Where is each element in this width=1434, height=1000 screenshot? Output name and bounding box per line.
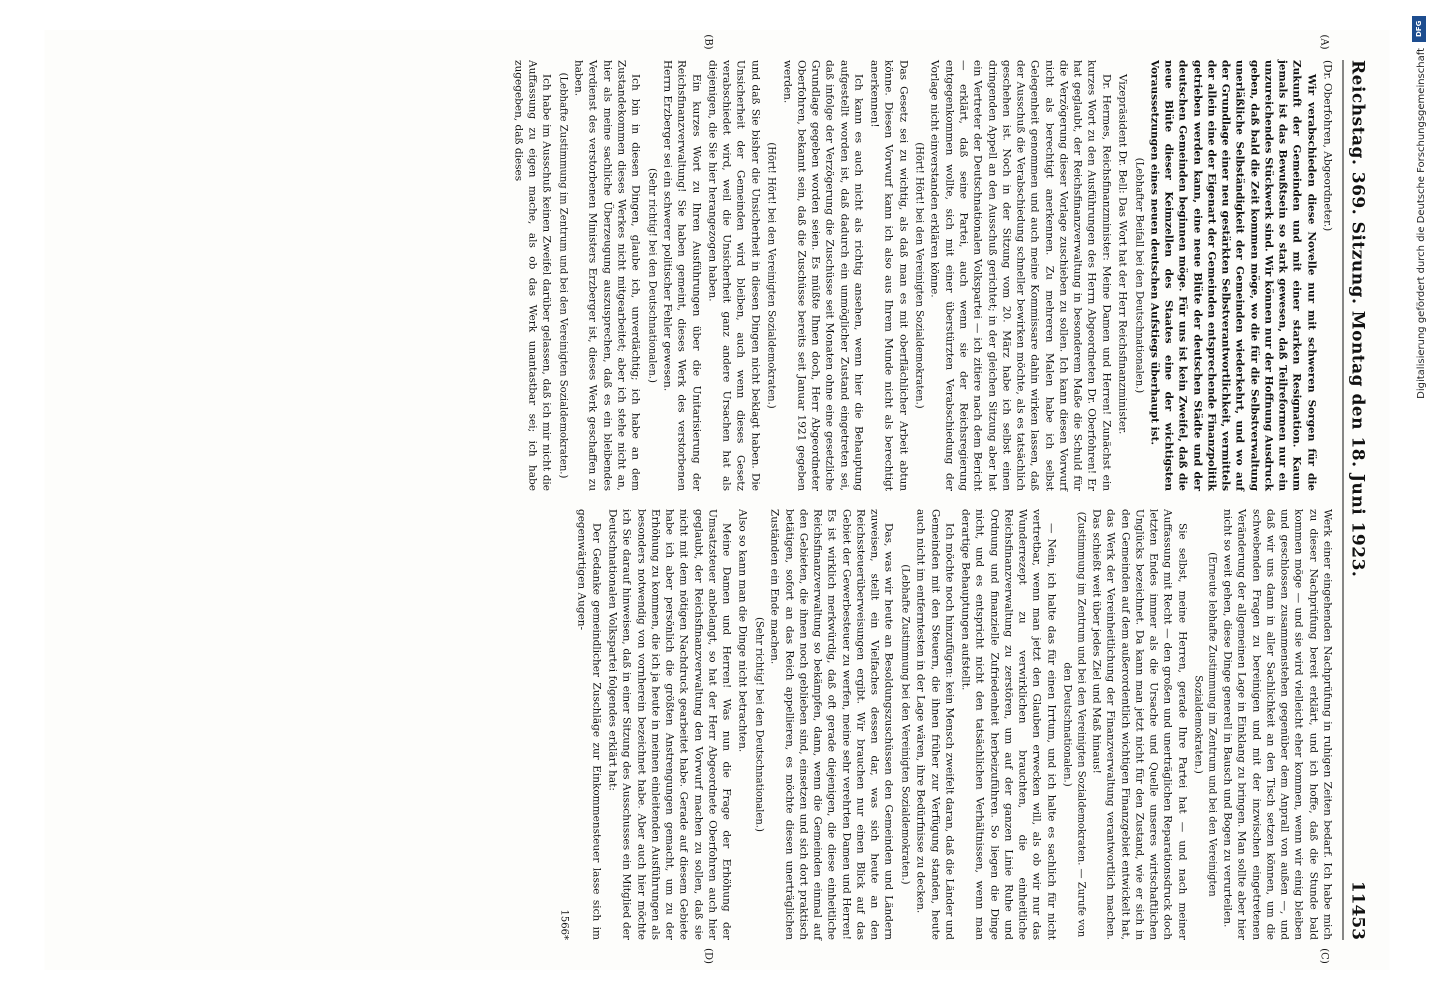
page-header xyxy=(1343,60,1368,940)
paragraph: Also so kann man die Dinge nicht betrachten. xyxy=(736,509,749,753)
interjection: (Hört! Hört! bei den Vereinigten Sozialdemokraten.) xyxy=(913,142,925,409)
margin-marker-b: (B) xyxy=(702,34,714,50)
paragraph: Werk einer eingehenden Nachprüfung in ruhigen Zeiten bedarf. Ich habe mich zu dieser Nachprüfung bereit erklärt, und ich hoffe, daß die Stunde bald kommen möge — und sie wird vielleicht eher kommen, wenn wir einig bleiben und geschlossen zusammenstehen gegenüber dem Anprall von außen —, und daß wir uns dann in aller Sachlichkeit an den Tisch setzen können, um die schwebenden Fragen zu bereinigen und mit der inzwischen eingetretenen Veränderung der allgemeinen Lage in Einklang zu bringen. Man sollte aber hier nicht so weit gehen, diese Dinge generell in Bausch und Bogen zu verurteilen. xyxy=(1221,509,1334,940)
margin-marker-c: (C) xyxy=(1318,948,1330,964)
interjection: (Sehr richtig! bei den Deutschnationalen.) xyxy=(646,168,658,383)
interjection: (Hört! Hört! bei den Vereinigten Sozialdemokraten.) xyxy=(765,142,777,409)
margin-marker-a: (A) xyxy=(1318,34,1330,50)
paragraph: Ich kann es auch nicht als richtig ansehen, wenn hier die Behauptung aufgestellt worden ist, daß dadurch ein unmöglicher Zustand eingetreten sei, daß infolge der Verzögerung die Zuschüsse seit Monaten ohne eine gesetzliche Grundlage gegeben worden seien. Es müßte Ihnen doch, Herr Abgeordneter Oberfohren, bekannt sein, daß die Zuschüsse bereits seit Januar 1921 gegeben werden. xyxy=(781,60,865,491)
interjection: (Lebhafte Zustimmung bei den Vereinigten Sozialdemokraten.) xyxy=(899,564,911,885)
interjection: (Erneute lebhafte Zustimmung im Zentrum und bei den Vereinigten Sozialdemokraten.) xyxy=(1192,552,1218,897)
paragraph: Meine Damen und Herren! Was nun die Frage der Erhöhung der Umsatzsteuer anbelangt, so hat der Herr Abgeordnete Oberfohren auch hier geglaubt, der Reichsfinanzverwaltung den Vorwurf machen zu sollen, daß sie nicht mit dem nötigen Nachdruck gearbeitet habe. Gerade auf diesem Gebiete habe ich aber persönlich die größten Anstrengungen gemacht, um zu der Erhöhung zu kommen, die ich ja heute in meinen einleitenden Ausführungen als besonders notwendig von vornherein bezeichnet habe. Aber auch hier möchte ich Sie darauf hinweisen, daß in einer Sitzung des Ausschusses ein Mitglied der Deutschnationalen Volkspartei folgendes erklärt hat: xyxy=(606,509,733,940)
paragraph: — Nein, ich halte das für einen Irrtum, und ich halte es sachlich für nicht vertretbar, wenn man jetzt den Glauben erwecken will, als ob wir nur das Wunderrezept zu verwirklichen brauchten, die einheitliche Reichsfinanzverwaltung zu zerstören, um auf der ganzen Linie Ruhe und Ordnung und finanzielle Zufriedenheit herbeizuführen. So liegen die Dinge nicht, und es entspricht nicht den tatsächlichen Verhältnissen, wenn man derartige Behauptungen aufstellt. xyxy=(959,509,1058,940)
margin-marker-d: (D) xyxy=(702,948,714,964)
digitization-stamp xyxy=(1409,8,1431,988)
document-page xyxy=(45,30,1390,970)
paragraph: Ein kurzes Wort zu Ihren Ausführungen über die Unitarisierung der Reichsfinanzverwaltung! Sie haben gemeint, dieses Werk des verstorbenen Herrn Erzberger sei ein schwerer politischer Fehler gewesen. xyxy=(661,60,703,491)
header-page-number: 11453 xyxy=(1347,880,1368,940)
paragraph: und daß Sie bisher die Unsicherheit in diesen Dingen nicht beklagt haben. Die Unsicherheit der Gemeinden wird bleiben, auch wenn dieses Gesetz verabschiedet wird, weil die Unsicherheit ganz andere Ursachen hat als diejenigen, die Sie hier herangezogen haben. xyxy=(706,60,762,491)
paragraph: Dr. Hermes, Reichsfinanzminister: Meine Damen und Herren! Zunächst ein kurzes Wort zu den Ausführungen des Herrn Abgeordneten Dr. Oberfohren! Er hat geglaubt, der Reichsfinanzverwaltung in besonderem Maße die Schuld für die Verzögerung dieser Vorlage zuschieben zu sollen. Ich kann diesen Vorwurf nicht als berechtigt anerkennen. Zu mehreren Malen habe ich selbst Gelegenheit genommen und auch meine Kommissare dahin wirken lassen, daß der Ausschuß die Verabschiedung schneller bewirken möchte, als es tatsächlich geschehen ist. Noch in der Sitzung vom 20. März habe ich selbst einen dringenden Appell an den Ausschuß gerichtet; in der gleichen Sitzung aber hat ein Vertreter der Deutschnationalen Volkspartei — ich zitiere nach dem Bericht — erklärt, daß seine Partei, auch wenn sie der Reichsregierung entgegenkommen wollte, sich mit einer überstürzten Verabschiedung der Vorlage nicht einverstanden erklären könne. xyxy=(929,60,1113,491)
header-title: Reichstag. 369. Sitzung. Montag den 18. Juni 1923. xyxy=(1347,60,1368,578)
digitization-note: Digitalisierung gefördert durch die Deutsche Forschungsgemeinschaft xyxy=(1416,48,1427,399)
interjection: (Lebhafte Zustimmung im Zentrum und bei den Vereinigten Sozialdemokraten.) xyxy=(557,72,569,479)
paragraph: Wir verabschieden diese Novelle nur mit schweren Sorgen für die Zukunft der Gemeinden und mit einer starken Resignation. Kaum jemals ist das Bewußtsein so stark gewesen, daß Teilreformen nur ein unzureichendes Stückwerk sind. Wir können nur der Hoffnung Ausdruck geben, daß bald die Zeit kommen möge, wo die für die Selbstverwaltung unerläßliche Selbständigkeit der Gemeinden wiederkehrt, und wo auf der Grundlage einer neu gestärkten Selbstverantwortlichkeit, vermittels der allein eine der Eigenart der Gemeinden entsprechende Finanzpolitik getrieben werden kann, eine neue Blüte der deutschen Städte und der deutschen Gemeinden beginnen möge. Für uns ist kein Zweifel, daß die neue Blüte dieser Keimzellen des Staates eine der wichtigsten Voraussetzungen eines neuen deutschen Aufstiegs überhaupt ist. xyxy=(1148,60,1318,491)
speaker-note: (Dr. Oberfohren, Abgeordneter.) xyxy=(1321,60,1334,232)
paragraph: Sie selbst, meine Herren, gerade Ihre Partei hat — und nach meiner Auffassung mit Recht — den großen und unerträglichen Reparationsdruck doch letzten Endes immer als die Ursache und Quelle unseres wirtschaftlichen Unglücks bezeichnet. Da kann man jetzt nicht für den Zustand, wie er sich in den Gemeinden auf dem außerordentlich wichtigen Finanzgebiet entwickelt hat, das Werk der Vereinheitlichung der Finanzverwaltung verantwortlich machen. Das schießt weit über jedes Ziel und Maß hinaus! xyxy=(1090,509,1189,940)
interjection: (Zustimmung im Zentrum und bei den Vereinigten Sozialdemokraten. — Zurufe von den Deutschnationalen.) xyxy=(1061,511,1087,938)
quoted-paragraph: Der Gedanke gemeindlicher Zuschläge zur Einkommensteuer lasse sich im gegenwärtigen Augen- xyxy=(575,509,603,940)
dfg-logo-icon: DFG xyxy=(1412,16,1426,42)
paragraph: Ich bin in diesen Dingen, glaube ich, unverdächtig; ich habe an dem Zustandekommen dieses Werkes nicht mitgearbeitet; aber ich stehe nicht an, hier als meine sachliche Überzeugung auszusprechen, daß es ein bleibendes Verdienst des verstorbenen Ministers Erzberger ist, dieses Werk geschaffen zu haben. xyxy=(572,60,642,491)
right-column xyxy=(75,509,1335,964)
text-columns xyxy=(75,34,1335,964)
paragraph: Ich möchte noch hinzufügen: kein Mensch zweifelt daran, daß die Länder und Gemeinden mit den Steuern, die ihnen früher zur Verfügung standen, heute auch nicht im entferntesten in der Lage wären, ihre Bedürfnisse zu decken. xyxy=(914,509,956,940)
paragraph: Ich habe im Ausschuß keinen Zweifel darüber gelassen, daß ich mir nicht die Auffassung zu eigen mache, als ob das Werk unantastbar sei; ich habe zugegeben, daß dieses xyxy=(512,60,553,491)
paragraph: Das, was wir heute an Besoldungszuschüssen den Gemeinden und Ländern zuweisen, stellt ein Vielfaches dessen dar, was sich heute an den Reichssteuerüberweisungen ergibt. Wir brauchen nur einen Blick auf das Gebiet der Gewerbesteuer zu werfen, meine sehr verehrten Damen und Herren! Es ist wirklich merkwürdig, daß oft gerade diejenigen, die diese einheitliche Reichsfinanzverwaltung so bekämpfen, dann, wenn die Gemeinden einmal auf den Gebieten, die ihnen noch geblieben sind, einsetzen und sich dort praktisch betätigen, sofort an das Reich appellieren, es möchte diesen unerträglichen Zuständen ein Ende machen. xyxy=(768,509,895,940)
interjection: (Sehr richtig! bei den Deutschnationalen.) xyxy=(753,617,765,832)
left-column xyxy=(75,34,1335,491)
paragraph: Vizepräsident Dr. Bell: Das Wort hat der Herr Reichsfinanzminister. xyxy=(1116,74,1129,435)
paragraph: Das Gesetz sei zu wichtig, als daß man es mit oberflächlicher Arbeit abtun könne. Diesen Vorwurf kann ich also aus Ihrem Munde nicht als berechtigt anerkennen! xyxy=(868,60,910,491)
signature-mark: 1566* xyxy=(558,909,570,940)
interjection: (Lebhafter Beifall bei den Deutschnationalen.) xyxy=(1133,157,1145,394)
